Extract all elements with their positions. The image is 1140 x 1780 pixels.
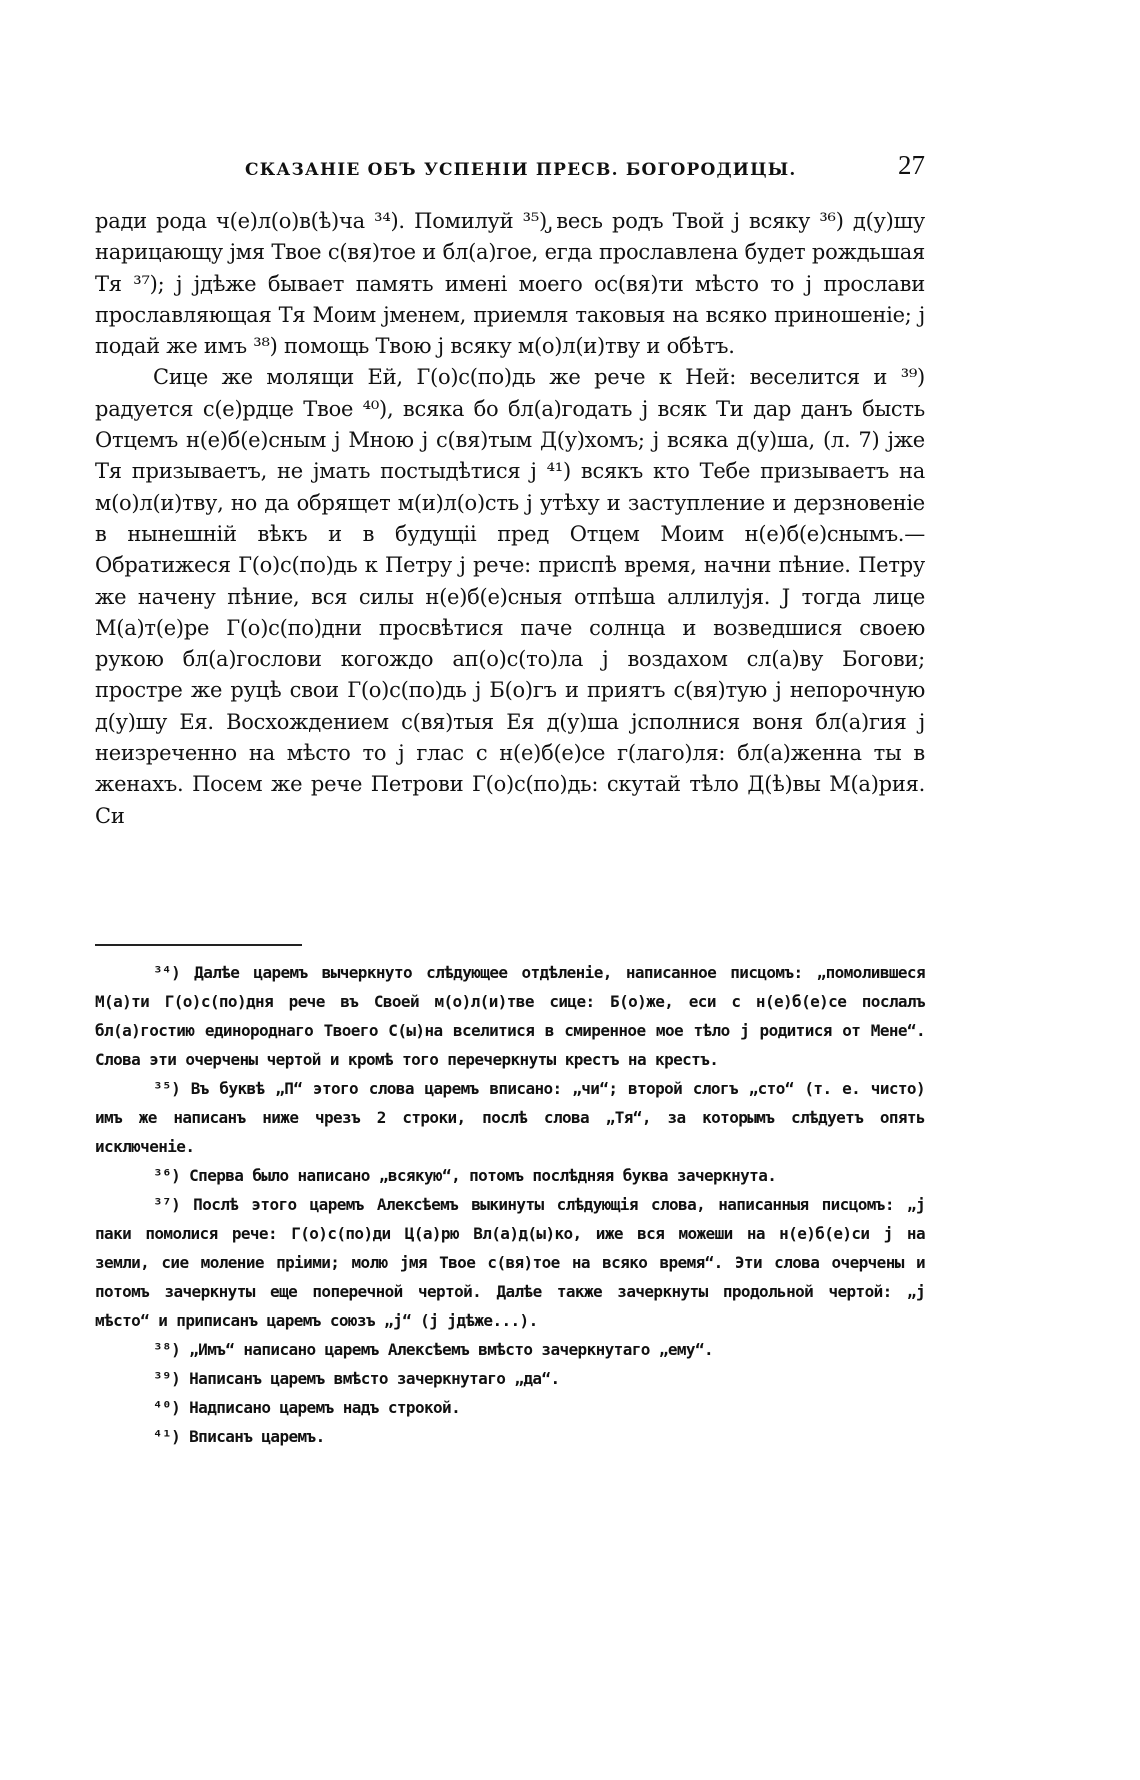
footnote-40: ⁴⁰) Надписано царемъ надъ строкой.	[153, 1398, 461, 1417]
running-header	[95, 150, 925, 190]
footnote-41: ⁴¹) Вписанъ царемъ.	[153, 1427, 325, 1446]
page-number: 27	[898, 150, 925, 180]
footnote-38: ³⁸) „Имъ“ написано царемъ Алексѣемъ вмѣсто зачеркнутаго „ему“.	[153, 1340, 714, 1359]
paragraph-continued: ради рода ч(е)л(о)в(ѣ)ча ³⁴). Помилуй ³⁵) ̡весь родъ Твой ј всяку ³⁶) д(у)шу нарицающу јмя Твое с(вя)тое и бл(а)гое, егда прославлена будет рождьшая Тя ³⁷); ј јдѣже бывает память имені моего ос(вя)ти мѣсто то ј прослави прославляющая Тя Моим јменем, приемля таковыя на всяко приношеніе; ј подай же имъ ³⁸) помощь Твою ј всяку м(о)л(и)тву и обѣтъ.	[95, 209, 925, 359]
footnote-36: ³⁶) Сперва было написано „всякую“, потомъ послѣдняя буква зачеркнута.	[153, 1166, 777, 1185]
paragraph: Сице же молящи Ей, Г(о)с(по)дь же рече к Ней: веселится и ³⁹) радуется с(е)рдце Твое ⁴⁰), всяка бо бл(а)годать ј всяк Ти дар данъ бысть Отцемъ н(е)б(е)сным ј Мною ј с(вя)тым Д(у)хомъ; ј всяка д(у)ша, (л. 7) јже Тя призываетъ, не јмать постыдѣтися ј ⁴¹) всякъ кто Тебе призываетъ на м(о)л(и)тву, но да обрящет м(и)л(о)сть ј утѣху и заступление и дерзновеніе в нынешній вѣкъ и в будущіі пред Отцем Моим н(е)б(е)снымъ.—Обратижеся Г(о)с(по)дь к Петру ј рече: приспѣ время, начни пѣние. Петру же начену пѣние, вся силы н(е)б(е)сныя отпѣша аллилујя. Ј тогда лице М(а)т(е)ре Г(о)с(по)дни просвѣтися паче солнца и возведшися своею рукою бл(а)гослови когождо ап(о)с(то)ла ј воздахом сл(а)ву Богови; простре же руцѣ свои Г(о)с(по)дь ј Б(о)гъ и приятъ с(вя)тую ј непорочную д(у)шу Ея. Восхождением с(вя)тыя Ея д(у)ша јсполнися воня бл(а)гия ј неизреченно на мѣсто то ј глас с н(е)б(е)се г(лаго)ля: бл(а)женна ты в женахъ. Посем же рече Петрови Г(о)с(по)дь: скутай тѣло Д(ѣ)вы М(а)рия. Си	[95, 365, 925, 828]
running-title: СКАЗАНІЕ ОБЪ УСПЕНІИ ПРЕСВ. БОГОРОДИЦЫ.	[245, 160, 797, 180]
footnote-34: ³⁴) Далѣе царемъ вычеркнуто слѣдующее отдѣленіе, написанное писцомъ: „помолившеся М(а)ти Г(о)с(по)дня рече въ Своей м(о)л(и)тве сице: Б(о)же, еси с н(е)б(е)се послалъ бл(а)гостию единороднаго Твоего С(ы)на вселитися в смиренное мое тѣло ј родитися от Мене“. Слова эти очерчены чертой и кромѣ того перечеркнуты крестъ на крестъ.	[95, 963, 925, 1069]
footnote-37: ³⁷) Послѣ этого царемъ Алексѣемъ выкинуты слѣдующія слова, написанныя писцомъ: „ј паки помолися рече: Г(о)с(по)ди Ц(а)рю Вл(а)д(ы)ко, иже вся можеши на н(е)б(е)си ј на земли, сие моление пріими; молю јмя Твое с(вя)тое на всяко время“. Эти слова очерчены и потомъ зачеркнуты еще поперечной чертой. Далѣе также зачеркнуты продольной чертой: „ј мѣсто“ и приписанъ царемъ союзъ „ј“ (ј јдѣже...).	[95, 1195, 925, 1330]
footnote-39: ³⁹) Написанъ царемъ вмѣсто зачеркнутаго „да“.	[153, 1369, 560, 1388]
footnote-separator	[95, 944, 302, 946]
footnote-35: ³⁵) Въ буквѣ „П“ этого слова царемъ вписано: „чи“; второй слогъ „сто“ (т. е. чисто) имъ же написанъ ниже чрезъ 2 строки, послѣ слова „Тя“, за которымъ слѣдуетъ опять исключеніе.	[95, 1079, 925, 1156]
footnotes	[95, 958, 925, 1451]
main-text	[95, 206, 925, 832]
